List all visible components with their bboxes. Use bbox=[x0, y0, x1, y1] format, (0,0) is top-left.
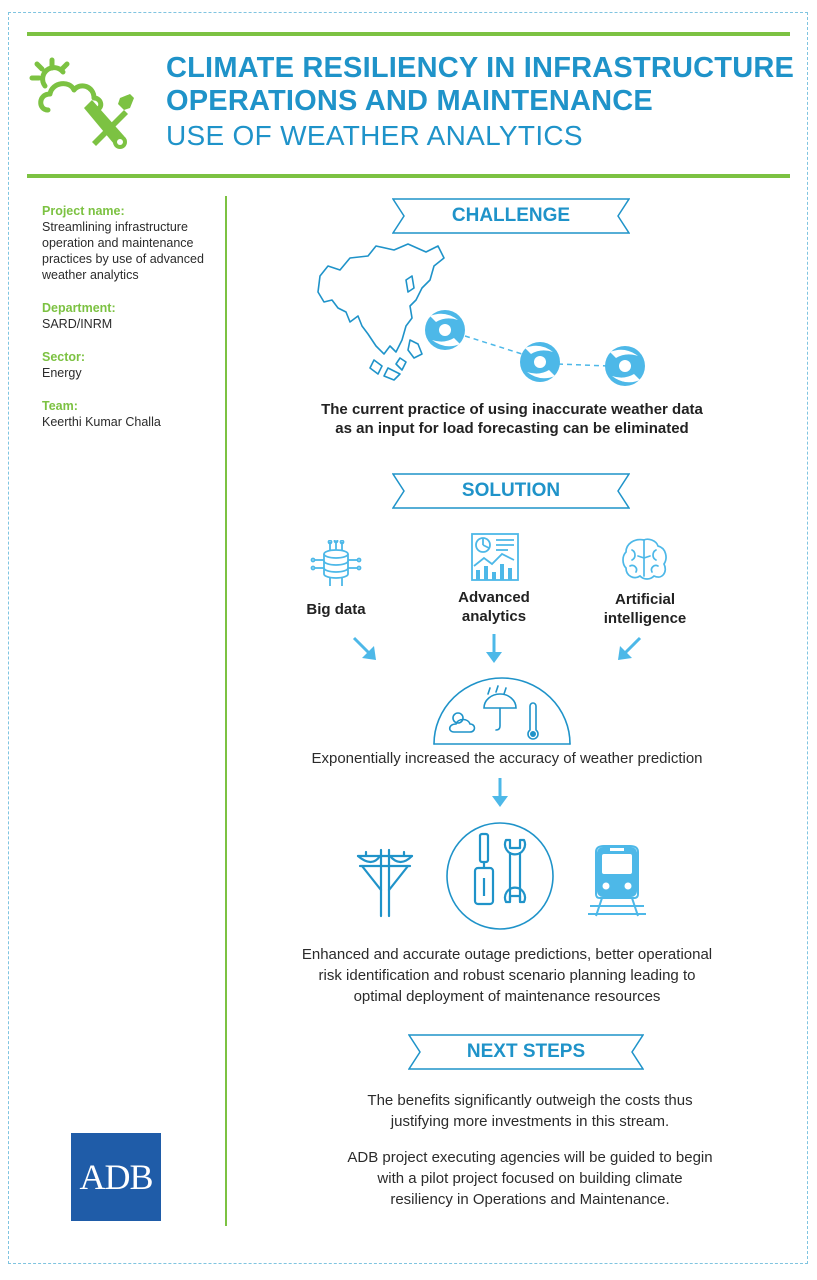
next-steps-para-2-line-3: resiliency in Operations and Maintenance. bbox=[390, 1191, 670, 1208]
challenge-banner bbox=[392, 198, 630, 234]
next-steps-para-1-line-1: The benefits significantly outweigh the costs thus bbox=[367, 1092, 693, 1109]
ai-label bbox=[588, 590, 702, 628]
next-steps-para-2 bbox=[290, 1147, 770, 1210]
big-data-chip-icon bbox=[310, 540, 362, 588]
weather-dome-icon bbox=[432, 676, 572, 746]
ai-label-line-2: intelligence bbox=[603, 610, 687, 627]
next-steps-para-1 bbox=[290, 1090, 770, 1132]
next-steps-heading: NEXT STEPS bbox=[466, 1041, 586, 1062]
tools-circle-icon bbox=[444, 820, 556, 932]
analytics-dashboard-icon bbox=[468, 532, 522, 584]
next-steps-para-1-line-2: justifying more investments in this stream. bbox=[390, 1113, 670, 1130]
team-label: Team: bbox=[42, 399, 78, 413]
solution-heading: SOLUTION bbox=[461, 480, 561, 501]
title-line-1: CLIMATE RESILIENCY IN INFRASTRUCTURE bbox=[166, 52, 795, 84]
column-divider bbox=[225, 196, 227, 1226]
arrow-down-icon bbox=[490, 776, 510, 808]
outcome-text-line-3: optimal deployment of maintenance resources bbox=[353, 988, 661, 1005]
challenge-text-line-1: The current practice of using inaccurate weather data bbox=[321, 401, 703, 418]
challenge-text-line-2: as an input for load forecasting can be eliminated bbox=[335, 420, 689, 437]
arrow-down-left-icon bbox=[614, 634, 644, 664]
asia-map-cyclone-icon bbox=[310, 236, 650, 396]
accuracy-text: Exponentially increased the accuracy of weather prediction bbox=[311, 750, 703, 767]
project-name-label: Project name: bbox=[42, 204, 125, 218]
solution-banner bbox=[392, 473, 630, 509]
ai-label-line-1: Artificial bbox=[614, 591, 675, 608]
next-steps-banner bbox=[408, 1034, 644, 1070]
next-steps-para-2-line-1: ADB project executing agencies will be guided to begin bbox=[347, 1149, 713, 1166]
title-line-2: OPERATIONS AND MAINTENANCE bbox=[166, 85, 653, 117]
power-pole-icon bbox=[354, 846, 416, 918]
department-label: Department: bbox=[42, 301, 116, 315]
advanced-analytics-label-line-1: Advanced bbox=[458, 589, 530, 606]
arrow-down-right-icon bbox=[350, 634, 380, 664]
project-sidebar bbox=[42, 204, 212, 448]
header-bottom-rule bbox=[27, 174, 790, 178]
sector-value: Energy bbox=[42, 366, 82, 380]
next-steps-para-2-line-2: with a pilot project focused on building climate bbox=[377, 1170, 683, 1187]
advanced-analytics-label bbox=[434, 588, 554, 626]
brain-icon bbox=[620, 536, 670, 584]
team-value: Keerthi Kumar Challa bbox=[42, 415, 161, 429]
arrow-down-icon bbox=[484, 632, 504, 664]
challenge-text bbox=[262, 400, 762, 438]
big-data-label: Big data bbox=[306, 601, 366, 618]
train-icon bbox=[588, 842, 646, 918]
outcome-text-line-2: risk identification and robust scenario planning leading to bbox=[318, 967, 696, 984]
project-name-value: Streamlining infrastructure operation and maintenance practices by use of advanced weather analytics bbox=[42, 220, 204, 282]
page-title bbox=[166, 52, 796, 118]
top-rule bbox=[27, 32, 790, 36]
advanced-analytics-label-line-2: analytics bbox=[461, 608, 527, 625]
page-subtitle: USE OF WEATHER ANALYTICS bbox=[166, 120, 583, 151]
adb-logo: ADB bbox=[71, 1133, 161, 1221]
sector-label: Sector: bbox=[42, 350, 86, 364]
outcome-text-line-1: Enhanced and accurate outage predictions, better operational bbox=[301, 946, 713, 963]
outcome-text bbox=[262, 944, 752, 1007]
challenge-heading: CHALLENGE bbox=[451, 205, 571, 226]
weather-tools-icon bbox=[28, 56, 138, 152]
department-value: SARD/INRM bbox=[42, 317, 113, 331]
